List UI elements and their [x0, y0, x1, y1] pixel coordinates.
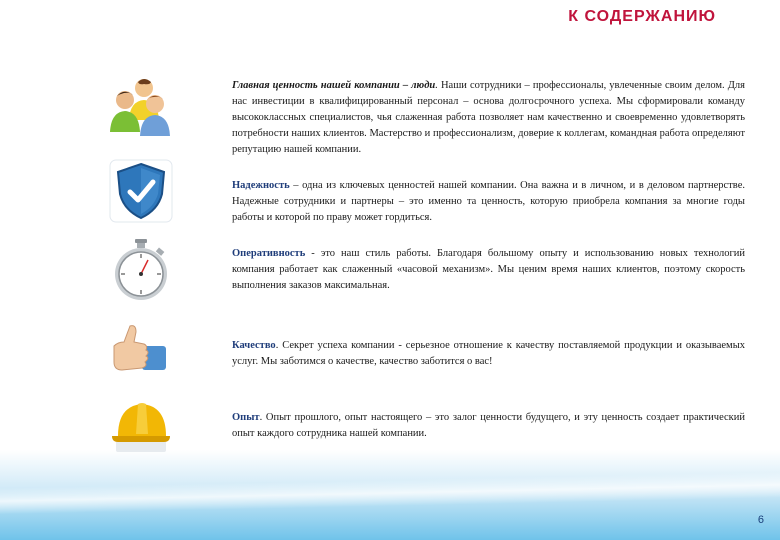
value-experience: [232, 410, 745, 442]
value-description: одна из ключевых ценностей нашей компании. Она важна и в личном, и в деловом партнерстве. Надежные сотрудники и партнеры – это именно та ценность, которую приобрела компания за многие годы работы и которой по праву может гордиться.: [232, 180, 745, 223]
value-term: Главная ценность нашей компании – люди: [232, 80, 436, 91]
value-efficiency: [232, 246, 745, 294]
value-people: [232, 78, 745, 158]
value-separator: -: [305, 248, 321, 259]
thumbs-up-icon: [108, 316, 174, 382]
value-separator: .: [259, 412, 266, 423]
shield-check-icon: [108, 158, 174, 224]
value-term: Надежность: [232, 180, 290, 191]
page-number: 6: [757, 514, 764, 526]
value-description: Опыт прошлого, опыт настоящего – это залог ценности будущего, и эту ценность создает практический опыт каждого сотрудника нашей компании.: [232, 412, 745, 439]
value-description: это наш стиль работы. Благодаря большому опыту и использованию новых технологий компания работает как слаженный «часовой механизм». Мы ценим время наших клиентов, поэтому скорость выполнения заказов максимальная.: [232, 248, 746, 291]
value-term: Качество: [232, 340, 276, 351]
value-description: Секрет успеха компании - серьезное отношение к качеству поставляемой продукции и оказываемых услуг. Мы заботимся о качестве, качество заботится о вас!: [232, 340, 746, 367]
stopwatch-icon: [108, 238, 174, 304]
value-term: Оперативность: [232, 248, 306, 259]
value-separator: .: [435, 80, 441, 91]
table-of-contents-link[interactable]: К СОДЕРЖАНИЮ: [568, 8, 716, 25]
value-term: Опыт: [232, 412, 260, 423]
hard-hat-icon: [108, 394, 174, 460]
value-separator: .: [275, 340, 283, 351]
value-reliability: [232, 178, 745, 226]
value-separator: –: [289, 180, 303, 191]
team-icon: [108, 74, 174, 140]
bottom-decorative-band: [0, 450, 780, 540]
value-quality: [232, 338, 745, 370]
value-description: Наши сотрудники – профессионалы, увлеченные своим делом. Для нас инвестиции в квалифицированный персонал – основа долгосрочного успеха. Мы сформировали команду высококлассных специалистов, чья слаженная работа позволяет нам качественно и своевременно удовлетворять потребности наших клиентов. Мастерство и профессионализм, доверие к коллегам, командная работа определяют репутацию нашей компании.: [232, 80, 745, 155]
